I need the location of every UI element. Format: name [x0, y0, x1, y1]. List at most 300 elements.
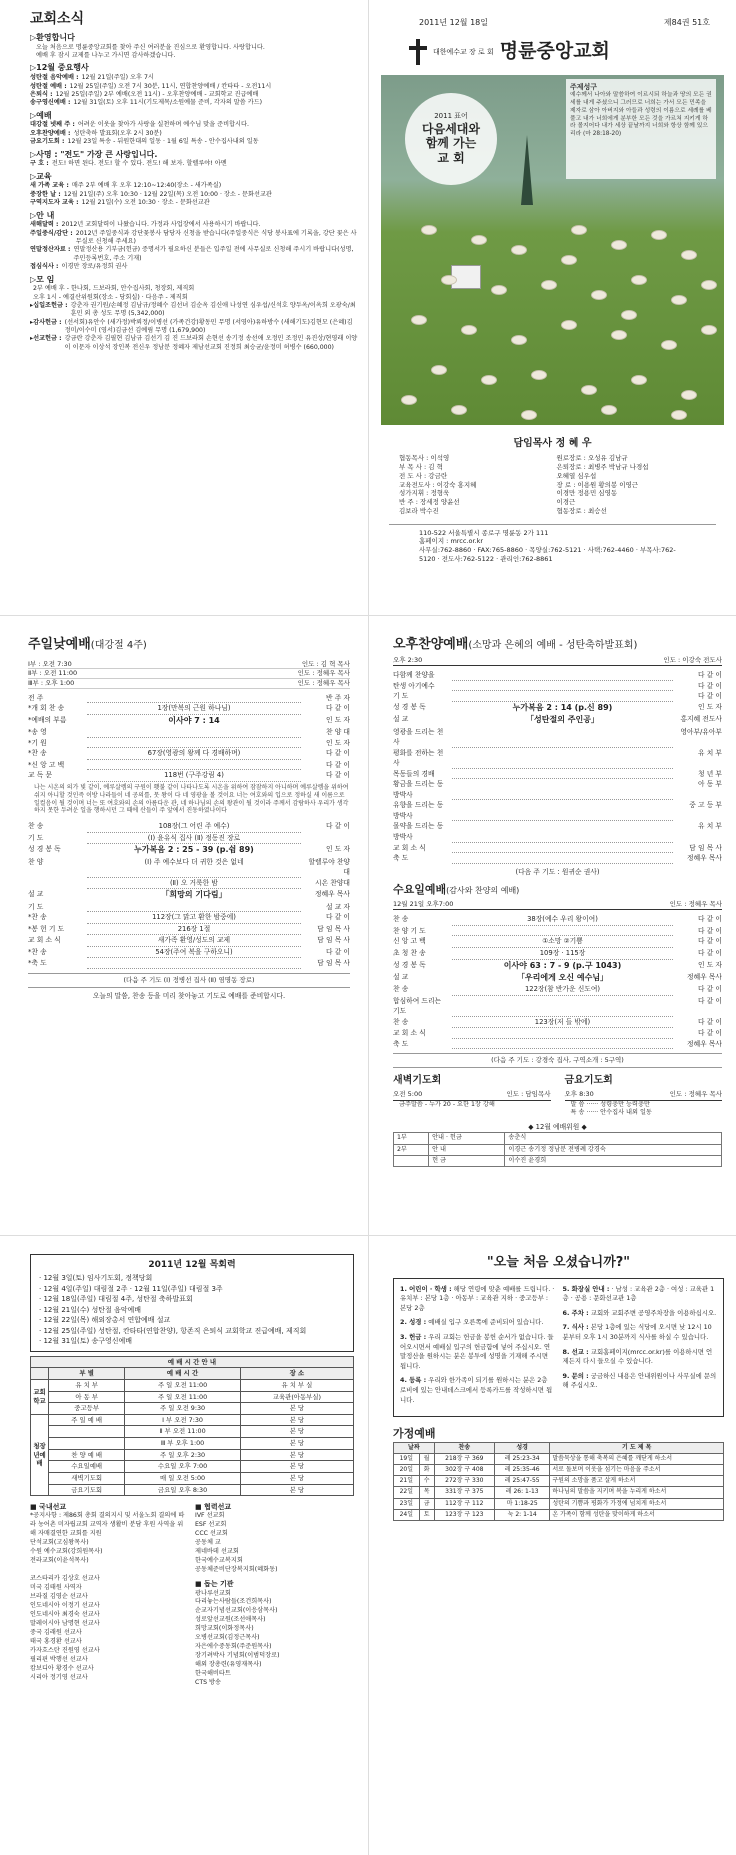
news-row-key: ▸십일조헌금 :	[30, 302, 68, 310]
mission-entry: 중국 김래원 선교사	[30, 1629, 82, 1637]
order-row	[393, 1017, 722, 1029]
mission-entry: 카자흐스탄 진원영 선교사	[30, 1647, 100, 1655]
mission-aid-list	[195, 1590, 354, 1689]
afternoon-worship-panel	[368, 615, 736, 1235]
order-row	[393, 691, 722, 702]
family-cell: 말씀묵상을 통해 축복의 은혜를 깨닫게 하소서	[550, 1454, 724, 1465]
church-name: 명륜중앙교회	[499, 39, 610, 62]
order-item: 찬 송	[393, 985, 409, 994]
first-visit-item-text: 교회홈페이지(mrcc.or.kr)를 이용하시면 언제든지 다시 들으실 수 있습니다.	[562, 1347, 713, 1366]
schedule-cell: Ⅱ 부 오전 11:00	[125, 1426, 240, 1438]
order-item: 교 회 소 식	[28, 936, 61, 945]
order-content	[452, 691, 673, 702]
order-who: 할렐루야 찬양대	[308, 857, 350, 877]
order-content: 54장(주여 복을 구하오니)	[87, 947, 301, 959]
schedule-row	[31, 1403, 354, 1415]
schedule-header: 부 별	[49, 1368, 125, 1380]
family-cell: 레 25:35-46	[494, 1465, 549, 1476]
first-visit-panel	[368, 1235, 736, 1855]
sheep-shape	[511, 335, 527, 345]
order-item: 기 도	[28, 902, 44, 911]
sheep-shape	[631, 275, 647, 285]
sheep-shape	[521, 410, 537, 420]
order-content: 「성탄절의 주인공」	[526, 715, 599, 725]
wednesday-title-sub: (감사와 찬양의 예배)	[446, 885, 520, 895]
order-row	[28, 738, 350, 749]
staff-entry: 교육전도사 : 이강숙 홍지혜	[399, 480, 477, 489]
order-row	[393, 853, 722, 864]
news-line: 예배 후 잠시 교제를 나누고 가시면 감사하겠습니다.	[36, 52, 176, 60]
first-visit-item-heading: 8. 선교 :	[562, 1347, 589, 1356]
order-who: 영아부/유아부	[680, 727, 722, 736]
phones: 사무실:762-8860 · FAX:765-8860 · 목양실:762-5121 · 사택:762-4460 · 부목사:762-5120 · 전도사:762-5122 · 관리인:762-8861	[419, 546, 676, 563]
family-cell: 토	[419, 1509, 434, 1520]
order-content	[452, 769, 673, 780]
order-content: 67장(영광의 왕께 다 경배하며)	[87, 748, 301, 760]
dawn-meta	[393, 1090, 551, 1101]
duty-names: 이경근 송기정 정남분 전병례 강경숙	[505, 1144, 722, 1155]
mission-coop-list	[195, 1512, 354, 1575]
family-cell: 19일	[394, 1454, 420, 1465]
family-cell: 272장 구 330	[434, 1476, 494, 1487]
worship-order-part-1	[28, 693, 350, 782]
wednesday-next-prayer: (다음 주 기도 : 강경숙 집사, 구역소개 : 5구역)	[393, 1053, 722, 1068]
family-cell: 302장 구 408	[434, 1465, 494, 1476]
order-row	[28, 958, 350, 969]
sheep-shape	[571, 225, 587, 235]
order-who: 담 임 목 사	[317, 959, 350, 968]
order-item: 탄생 아기예수	[393, 681, 435, 690]
friday-title: 금요기도회	[564, 1075, 613, 1087]
news-row	[30, 302, 358, 319]
sheep-shape	[421, 225, 437, 235]
staff-entry: 성가지휘 : 정형욱	[399, 489, 450, 498]
calendar-title: 2011년 12월 목회력	[148, 1260, 236, 1270]
order-who: 다 같 이	[325, 749, 350, 758]
order-row	[393, 681, 722, 692]
duty-names: 송춘식	[505, 1133, 722, 1144]
mission-entry: 단석교회(고심왕목사)	[30, 1539, 89, 1547]
order-who: 다 같 이	[697, 926, 722, 935]
order-row	[393, 769, 722, 780]
news-row-value: 이경만 장로/유정희 권사	[61, 263, 128, 271]
sheep-shape	[611, 330, 627, 340]
order-content	[452, 1039, 673, 1050]
schedule-cell: 주 일 오전 11:00	[125, 1379, 240, 1391]
news-row-key: 중장한 날 :	[30, 190, 61, 198]
worship-part: Ⅰ부 : 오전 7:30	[28, 659, 72, 668]
order-who: 다 같 이	[697, 1029, 722, 1038]
order-who: 다 같 이	[697, 681, 722, 690]
schedule-cell: Ⅲ 부 오후 1:00	[125, 1438, 240, 1450]
order-content: (Ⅰ) 윤유식 집사 (Ⅱ) 정동진 장로	[87, 833, 301, 845]
news-row	[30, 138, 358, 146]
family-cell: 하나님의 말씀을 지키며 복을 누리게 하소서	[550, 1487, 724, 1498]
order-row	[393, 714, 722, 726]
friday-lead: 인도 : 정혜우 목사	[669, 1089, 722, 1098]
dawn-title: 새벽기도회	[393, 1075, 442, 1087]
news-row-value: 매주 2부 예배 후 오후 12:10~12:40(장소 - 새가족실)	[71, 182, 222, 190]
sheep-shape	[631, 375, 647, 385]
mission-entry: 광나루선교회	[195, 1589, 231, 1597]
order-row	[28, 703, 350, 715]
order-item: 찬 양	[28, 857, 44, 866]
order-item: *축 도	[28, 959, 47, 968]
family-header: 성경	[494, 1443, 549, 1454]
schedule-row	[31, 1438, 354, 1450]
schedule-cell: 금요기도회	[49, 1484, 125, 1496]
dawn-prayer	[393, 1074, 551, 1117]
schedule-group: 교회학교	[31, 1379, 49, 1414]
calendar-panel	[0, 1235, 368, 1855]
first-visit-item	[400, 1376, 555, 1405]
schedule-cell: 본 당	[240, 1461, 353, 1473]
worship-order-part-2	[28, 821, 350, 969]
cover-dateline	[369, 0, 736, 33]
order-content: 「희망의 기다림」	[161, 890, 227, 900]
sheep-shape	[701, 280, 717, 290]
news-section-heading: ▷환영합니다	[30, 32, 75, 42]
order-content	[452, 1028, 673, 1039]
friday-line-2: 특 송 ······ 안수집사 내외 일동	[570, 1108, 652, 1116]
news-row-key: 송구영신예배 :	[30, 99, 71, 107]
schedule-title-row	[31, 1356, 354, 1368]
order-content: 「우리에게 오신 예수님」	[516, 972, 609, 982]
sheep-shape	[561, 255, 577, 265]
order-who: 인 도 자	[325, 715, 350, 724]
news-row	[30, 191, 358, 199]
order-item: 찬 송	[393, 1017, 409, 1026]
slogan-line-3: 교 회	[437, 150, 465, 165]
order-who: 인 도 자	[325, 845, 350, 854]
first-visit-item-heading: 5. 화장실 안내 :	[562, 1284, 610, 1293]
schedule-cell: 본 당	[240, 1414, 353, 1426]
worship-time-row	[28, 679, 350, 689]
family-cell: 331장 구 375	[434, 1487, 494, 1498]
cover-date: 2011년 12월 18일	[419, 18, 488, 27]
duty-row	[394, 1156, 722, 1167]
mission-entry: 다리놓는사람들(조건희목사)	[195, 1598, 272, 1606]
order-content	[452, 821, 673, 842]
order-row	[28, 889, 350, 901]
mission-entry: 공동체준비단장복지회(혜화동)	[195, 1566, 278, 1574]
order-item: 합심하여 드리는 기도	[393, 996, 442, 1016]
order-item: 유향을 드리는 동방박사	[393, 801, 444, 820]
sheep-shape	[621, 310, 637, 320]
news-row-value: 12월 23일 특송 - 뒤원한대의 일동 · 1월 6일 특송 - 안수집사내외 일동	[67, 138, 259, 146]
first-visit-item-heading: 6. 주차 :	[562, 1308, 589, 1317]
news-row-value: 12월 31일(토) 오후 11시(기도제목/소원예물 준비, 각자의 말씀 카드)	[73, 99, 263, 107]
news-section-heading: ▷안 내	[30, 210, 55, 220]
order-content: 123장(저 들 밖에)	[452, 1017, 673, 1029]
family-row	[394, 1498, 724, 1509]
order-row	[28, 715, 350, 727]
family-cell: 구원의 소망을 품고 살게 하소서	[550, 1476, 724, 1487]
sheep-shape	[431, 365, 447, 375]
address-block	[389, 524, 716, 568]
pastor-name: 정 혜 우	[555, 437, 592, 449]
family-cell: 21일	[394, 1476, 420, 1487]
sheep-shape	[541, 280, 557, 290]
order-content: 216장 1절	[87, 924, 301, 936]
order-row	[28, 912, 350, 924]
news-row-value: 2012년 주일중식과 강단꽃봉사 담당자 신청을 받습니다(주일중식은 식당 봉사표에 기록을, 강단 꽃은 사무실로 신청해 주세요)	[75, 229, 357, 246]
news-row	[30, 83, 358, 91]
cross-icon	[409, 39, 427, 65]
news-row-value: 12월 21일(주) 오후 10:30 · 12월 22일(목) 오전 10:00 · 장소 - 문화선교관	[63, 190, 272, 198]
first-visit-item-text: 우리 교회는 헌금을 봉헌 순서가 없습니다. 들어오시면서 예배실 입구의 헌금함에 넣어 주십시오. 연말정산을 원하시는 분은 봉투에 성명을 기재해 주시면 됩니다.	[400, 1332, 554, 1370]
staff-entry: 전 도 사 : 강금란	[399, 471, 448, 480]
first-visit-item-heading: 2. 성경 :	[400, 1318, 427, 1327]
order-who: 아 동 부	[697, 780, 722, 789]
mission-entry: 희망교회(이화정목사)	[195, 1625, 254, 1633]
order-content: (Ⅰ) 주 예수보다 더 귀한 것은 없네	[87, 857, 301, 878]
staff-entry: 반 주 : 장세정 양윤선	[399, 498, 460, 507]
news-row-key: 접심식사 :	[30, 263, 59, 271]
schedule-title: 예 배 시 간 안 내	[31, 1356, 354, 1368]
schedule-cell: 본 당	[240, 1484, 353, 1496]
duty-title: ◆ 12월 예배위원 ◆	[528, 1123, 587, 1132]
schedule-row	[31, 1391, 354, 1403]
news-row	[30, 294, 358, 302]
news-row-key: 성탄절 예배 :	[30, 82, 67, 90]
order-item: 찬 양 기 도	[393, 926, 426, 935]
news-section-heading: ▷사명 : "전도" 가장 큰 사랑입니다.	[30, 149, 158, 159]
order-row	[393, 960, 722, 972]
order-content: 112장(그 맑고 환한 밤중에)	[87, 912, 301, 924]
order-item: *개 회 찬 송	[28, 704, 65, 713]
sheep-shape	[401, 395, 417, 405]
calendar-events	[39, 1273, 345, 1347]
schedule-header: 예 배 시 간	[125, 1368, 240, 1380]
order-who: 찬 양 대	[325, 728, 350, 737]
schedule-cell: 주 일 오후 2:30	[125, 1449, 240, 1461]
calendar-event: · 12월 4일(주일) 대림절 2주 · 12월 11일(주일) 대림절 3주	[39, 1284, 223, 1293]
mission-entry: 인도네시아 이정기 선교사	[30, 1602, 100, 1610]
news-line: 오늘 처음으로 명륜중앙교회를 찾아 주신 여러분을 진심으로 환영합니다. 사랑합니다.	[36, 43, 265, 51]
mission-entry: 미국 김태원 사역자	[30, 1584, 82, 1592]
schedule-row	[31, 1461, 354, 1473]
friday-line-1: 말 씀 ······ 성령충만 능력충만	[570, 1100, 650, 1108]
order-who: 유 치 부	[697, 822, 722, 831]
order-row	[28, 924, 350, 936]
staff-list	[369, 450, 736, 519]
order-row	[393, 1039, 722, 1050]
order-who: 다 같 이	[697, 996, 722, 1005]
pastoral-calendar	[30, 1254, 354, 1352]
order-who: 유 치 부	[697, 748, 722, 757]
order-content	[87, 727, 301, 738]
prayer-meetings	[393, 1074, 722, 1117]
news-row-key: 성탄절 음악예배 :	[30, 74, 79, 82]
order-content	[452, 800, 673, 821]
order-who: 다 같 이	[325, 760, 350, 769]
first-visit-item-text: · 남성 : 교육관 2층 · 여성 : 교육관 1층 · 공용 : 문화선교관 1층	[562, 1284, 715, 1303]
mission-entry: 제네바데 선교회	[195, 1548, 239, 1556]
news-row-value: 성탄축하 발표회(오후 2시 30분)	[73, 129, 162, 137]
order-who: 다 같 이	[697, 1017, 722, 1026]
first-visit-item-text: 본당 1층에 있는 식당에 오시면 낮 12시 10분부터 오후 1시 30분까지 식사를 하실 수 있습니다.	[562, 1323, 712, 1341]
staff-entry: 장 로 : 이용원 황의봉 이영근	[556, 480, 639, 489]
order-row	[28, 902, 350, 913]
schedule-cell: 중고등부	[49, 1403, 125, 1415]
first-visit-item-heading: 3. 헌금 :	[400, 1332, 427, 1341]
news-row-key: 연말정산자료 :	[30, 246, 71, 254]
order-item: 목동들의 경배	[393, 769, 435, 778]
order-row	[28, 878, 350, 890]
order-content: 이사야 7 : 14	[168, 715, 220, 725]
friday-prayer	[565, 1074, 723, 1117]
order-item: *예배의 부름	[28, 715, 67, 724]
order-row	[393, 779, 722, 800]
family-row	[394, 1487, 724, 1498]
afternoon-lead: 인도 : 이강숙 전도사	[663, 655, 722, 664]
order-row	[393, 727, 722, 748]
staff-entry: 이경근	[556, 498, 576, 507]
schedule-cell: 본 당	[240, 1426, 353, 1438]
wednesday-title-main: 수요일예배	[393, 882, 447, 896]
calendar-event: · 12월 21일(수) 성탄절 음악예배	[39, 1305, 142, 1314]
first-visit-item-heading: 7. 식사 :	[562, 1323, 589, 1332]
schedule-cell: 유 치 부 실	[240, 1379, 353, 1391]
duty-row	[394, 1133, 722, 1144]
mission-entry: CCC 선교회	[195, 1530, 228, 1538]
family-cell: 목	[419, 1487, 434, 1498]
church-news-panel	[0, 0, 368, 615]
order-who: 인 도 자	[697, 702, 722, 711]
schedule-row	[31, 1426, 354, 1438]
theme-verse-box	[566, 79, 716, 179]
order-content: 108장(그 어린 주 예수)	[87, 821, 301, 833]
staff-entry: 부 목 사 : 김 혁	[399, 463, 443, 472]
news-row	[30, 319, 358, 336]
staff-entry: 김보라 박수진	[399, 506, 439, 515]
news-section-heading: ▷12월 중요행사	[30, 63, 89, 73]
afternoon-title	[393, 636, 722, 654]
order-who: 다 같 이	[697, 937, 722, 946]
homepage[interactable]: 홈페이지 : mrcc.or.kr	[419, 537, 484, 546]
sheep-shape	[601, 405, 617, 415]
news-row-value: 어려운 이웃을 찾아가 사랑을 실천하며 예수님 맞을 준비합시다.	[77, 121, 249, 129]
order-item: 신 앙 고 백	[393, 937, 426, 946]
order-who: 담 임 목 사	[317, 936, 350, 945]
order-item: *신 앙 고 백	[28, 760, 65, 769]
cover-masthead	[369, 33, 736, 69]
schedule-header: 장 소	[240, 1368, 353, 1380]
order-row	[28, 770, 350, 782]
worship-leader: 인도 : 정혜우 목사	[297, 669, 350, 678]
order-item: *송 영	[28, 728, 47, 737]
family-row	[394, 1509, 724, 1520]
denomination: 대한예수교 장 로 회	[433, 47, 494, 56]
order-item: 설 교	[393, 715, 409, 724]
family-header-row	[394, 1443, 724, 1454]
first-visit-item	[563, 1309, 718, 1319]
order-who: 반 주 자	[325, 693, 350, 702]
schedule-row	[31, 1473, 354, 1485]
duty-part	[394, 1156, 429, 1167]
first-visit-item-heading: 9. 문의 :	[562, 1371, 589, 1380]
order-item: 설 교	[28, 890, 44, 899]
order-who: 다 같 이	[325, 822, 350, 831]
theme-title: 주제성구	[570, 82, 598, 91]
worship-title-sub: (대강절 4주)	[90, 640, 147, 651]
schedule-row	[31, 1379, 354, 1391]
order-who: 담 임 목 사	[689, 843, 722, 852]
order-who: 다 같 이	[325, 947, 350, 956]
address: 110-522 서울특별시 종로구 명륜동 2가 111	[419, 528, 549, 537]
wednesday-order	[393, 914, 722, 1049]
sheep-shape	[661, 340, 677, 350]
sheep-shape	[681, 250, 697, 260]
first-visit-item	[563, 1323, 718, 1342]
order-content	[87, 693, 301, 704]
order-item: 성 경 봉 독	[28, 845, 61, 854]
order-content	[87, 760, 301, 771]
order-row	[28, 821, 350, 833]
afternoon-order	[393, 670, 722, 863]
order-row	[393, 821, 722, 842]
worship-time-row	[28, 660, 350, 670]
afternoon-next-prayer: (다음 주 기도 : 원귀순 권사)	[515, 867, 600, 876]
order-item: 설 교	[393, 972, 409, 981]
friday-time: 오후 8:30	[564, 1089, 594, 1098]
order-row	[393, 972, 722, 984]
order-item: 영광을 드리는 천사	[393, 727, 444, 747]
order-row	[28, 748, 350, 760]
family-header: 기 도 제 목	[550, 1443, 724, 1454]
order-content	[452, 670, 673, 681]
mission-entry: 수원 예수교회(강희원목사)	[30, 1548, 103, 1556]
schedule-cell: 아 동 부	[49, 1391, 125, 1403]
family-cell: 20일	[394, 1465, 420, 1476]
duty-part: 2부	[394, 1144, 429, 1155]
mission-entry: 전라교회(이윤석목사)	[30, 1557, 89, 1565]
family-cell: 금	[419, 1498, 434, 1509]
news-row-value: 12월 25일(주일) 2부 예배(오전 11시) - 오후찬양예배 - 교회학교 진급예배	[55, 90, 259, 98]
order-row	[393, 702, 722, 714]
family-cell: 마 1:18-25	[494, 1498, 549, 1509]
staff-entry: 원로장로 : 오성유 김남규	[556, 454, 628, 463]
schedule-cell: 찬 양 예 배	[49, 1449, 125, 1461]
staff-entry: 은퇴장로 : 최병주 박남규 나경섭	[556, 463, 649, 472]
schedule-cell: 본 당	[240, 1449, 353, 1461]
news-section-heading: ▷모 임	[30, 274, 55, 284]
order-who: 다 같 이	[697, 692, 722, 701]
news-row	[30, 99, 358, 107]
order-item: 축 도	[393, 1039, 409, 1048]
sheep-shape	[591, 290, 607, 300]
family-cell: 24일	[394, 1509, 420, 1520]
order-content: 38장(예수 우리 왕이여)	[452, 914, 673, 926]
sheep-shape	[671, 295, 687, 305]
afternoon-title-sub: (소망과 은혜의 예배 - 성탄축하발표회)	[468, 640, 638, 651]
schedule-cell: 교육관(아동부실)	[240, 1391, 353, 1403]
news-row	[30, 230, 358, 247]
mission-entry: 공동체 교	[195, 1539, 221, 1547]
order-who: 다 같 이	[697, 985, 722, 994]
family-cell: 눅 2: 1-14	[494, 1509, 549, 1520]
order-row	[28, 857, 350, 878]
order-row	[28, 935, 350, 947]
first-visit-item-text: 예배실 입구 오른쪽에 준비되어 있습니다.	[426, 1318, 544, 1327]
order-who: 다 같 이	[697, 948, 722, 957]
order-item: 전 주	[28, 693, 44, 702]
news-row-value: 전도! 하면 된다. 전도! 할 수 있다. 전도! 해 보자. 할렐루야! 아멘	[51, 160, 227, 168]
calendar-event: · 12월 3일(토) 임사기도회, 정책당회	[39, 1274, 153, 1283]
order-who: 담 임 목 사	[317, 924, 350, 933]
mission-entry: 성로앞선교원(조선애목사)	[195, 1616, 266, 1624]
